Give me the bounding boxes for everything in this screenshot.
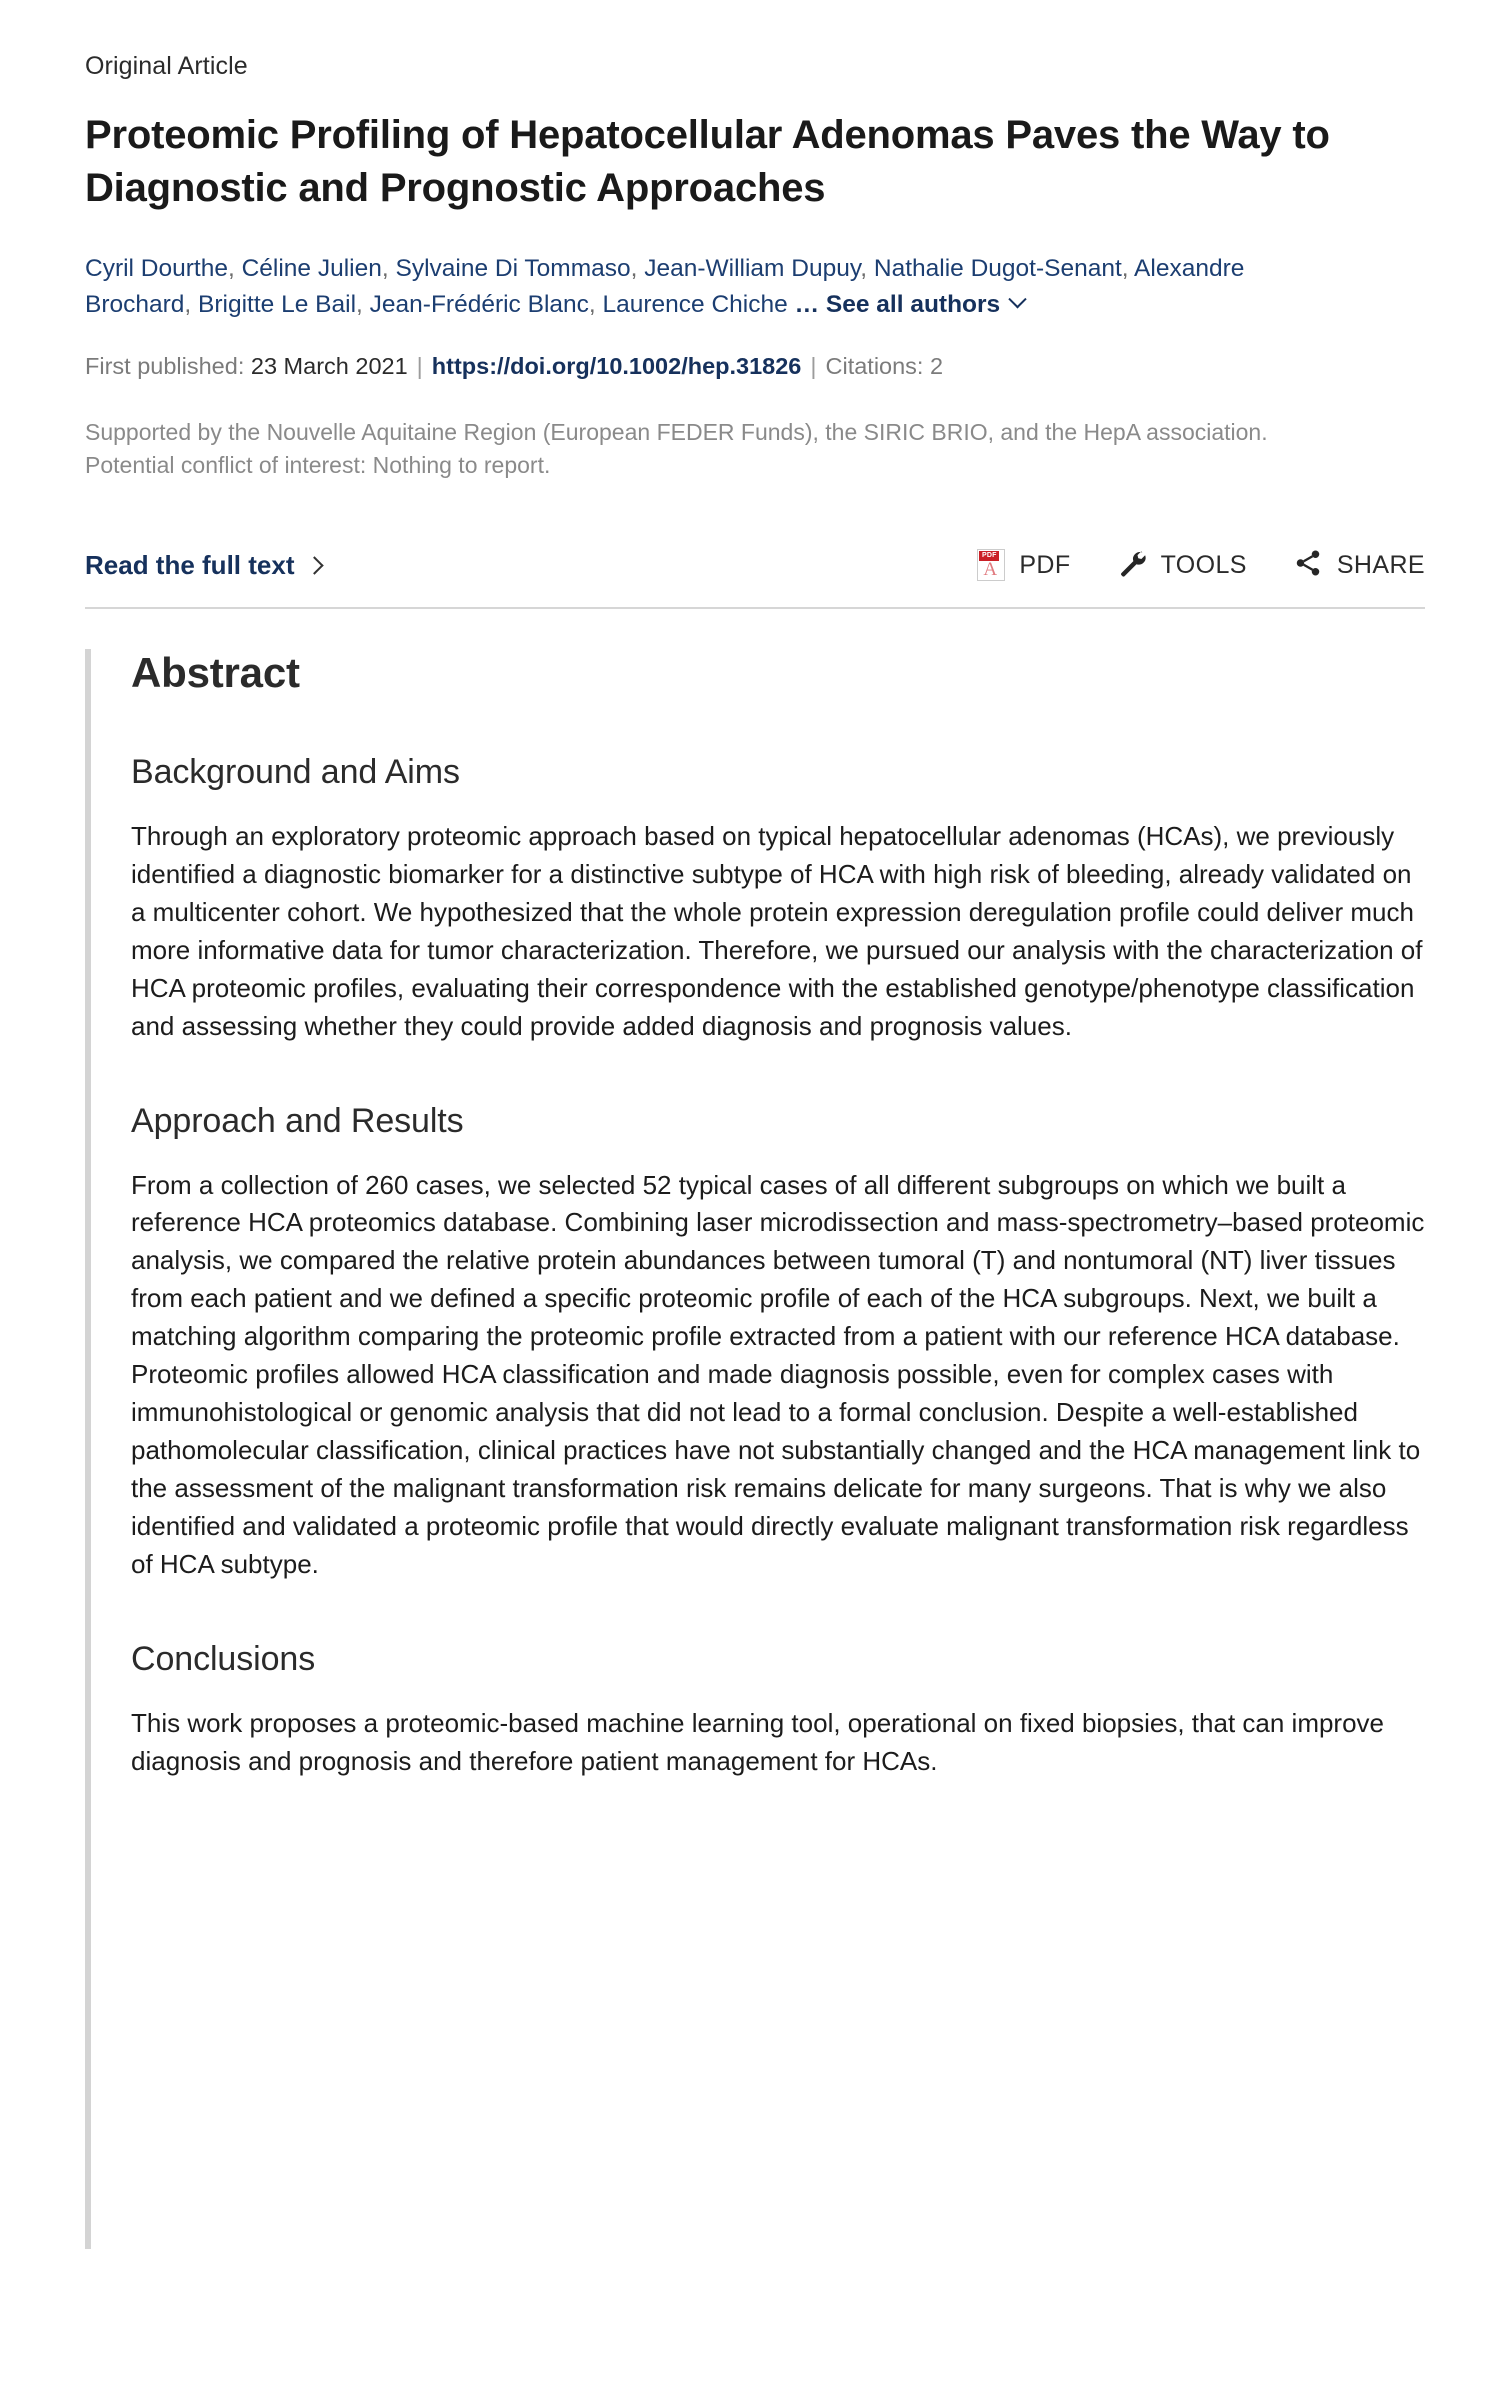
pdf-icon [977,549,1005,581]
author-separator: , [1121,254,1135,282]
author-link[interactable]: Brigitte Le Bail [198,290,357,318]
citations-count: Citations: 2 [825,352,944,379]
author-link[interactable]: Laurence Chiche [602,290,788,318]
publication-info [85,353,1425,380]
tools-button[interactable] [1117,548,1247,583]
first-published-date: 23 March 2021 [250,352,408,379]
first-published-label: First published: [85,352,245,379]
abstract-section-heading-approach: Approach and Results [131,1101,464,1140]
doi-link[interactable]: https://doi.org/10.1002/hep.31826 [431,352,802,379]
article-action-bar [85,548,1425,607]
author-separator: , [356,290,370,318]
author-separator: , [227,254,242,282]
abstract-section-heading-conclusions: Conclusions [131,1640,316,1679]
read-full-text-label: Read the full text [85,549,295,580]
chevron-down-icon [1008,290,1026,308]
author-link[interactable]: Cyril Dourthe [85,254,228,282]
abstract-heading: Abstract [131,648,300,696]
wrench-icon [1117,548,1147,583]
author-link[interactable]: Nathalie Dugot-Senant [873,254,1122,282]
abstract-section [85,649,1425,2249]
see-all-authors-button[interactable]: … See all authors [795,291,1025,318]
author-link[interactable]: Céline Julien [241,254,382,282]
author-separator: , [381,254,396,282]
abstract-content [91,649,1425,2249]
author-separator: , [184,290,199,318]
author-link[interactable]: Alexandre Brochard [85,254,1245,318]
abstract-section-heading-background: Background and Aims [131,752,460,791]
tools-group [977,548,1425,583]
author-list [85,251,1345,323]
pdf-button[interactable] [977,549,1070,581]
author-separator: , [860,254,874,282]
article-notes [85,416,1415,482]
abstract-section-text-background: Through an exploratory proteomic approach based on typical hepatocellular adenomas (HCAs), we previously identified a diagnostic biomarker for a distinctive subtype of HCA with high risk of bleeding, already validated on a multicenter cohort. We hypothesized that the whole protein expression deregulation profile could deliver much more informative data for tumor characterization. Therefore, we pursued our analysis with the characterization of HCA proteomic profiles, evaluating their correspondence with the established genotype/phenotype classification and assessing whether they could provide added diagnosis and prognosis values. [131,820,1423,1041]
author-link[interactable]: Jean-William Dupuy [644,254,861,282]
abstract-section-text-conclusions: This work proposes a proteomic-based machine learning tool, operational on fixed biopsies, that can improve diagnosis and prognosis and therefore patient management for HCAs. [131,1708,1385,1776]
share-icon [1293,548,1323,583]
page-title: Proteomic Profiling of Hepatocellular Adenomas Paves the Way to Diagnostic and Prognostic Approaches [85,113,1330,210]
abstract-section-text-approach: From a collection of 260 cases, we selected 52 typical cases of all different subgroups on which we built a reference HCA proteomics database. Combining laser microdissection and mass-spectrometry–based proteomic analysis, we compared the relative protein abundances between tumoral (T) and nontumoral (NT) liver tissues from each patient and we defined a specific proteomic profile of each of the HCA subgroups. Next, we built a matching algorithm comparing the proteomic profile extracted from a patient with our reference HCA database. Proteomic profiles allowed HCA classification and made diagnosis possible, even for complex cases with immunohistological or genomic analysis that did not lead to a formal conclusion. Despite a well-established pathomolecular classification, clinical practices have not substantially changed and the HCA management link to the assessment of the malignant transformation risk remains delicate for many surgeons. That is why we also identified and validated a proteomic profile that would directly evaluate malignant transformation risk regardless of HCA subtype. [131,1169,1425,1580]
share-label: SHARE [1336,550,1425,579]
info-separator: | [810,352,817,379]
read-full-text-link[interactable] [85,550,321,581]
author-link[interactable]: Sylvaine Di Tommaso [395,254,631,282]
article-type-label: Original Article [85,52,248,80]
tools-label: TOOLS [1160,550,1247,579]
info-separator: | [416,352,423,379]
pdf-icon-badge: PDF [979,551,999,561]
chevron-right-icon [306,556,324,574]
conflict-of-interest-note: Potential conflict of interest: Nothing to report. [85,451,551,478]
section-divider [85,607,1425,609]
funding-note: Supported by the Nouvelle Aquitaine Region (European FEDER Funds), the SIRIC BRIO, and the HepA association. [85,418,1268,445]
author-separator: , [630,254,645,282]
author-link[interactable]: Jean-Frédéric Blanc [369,290,589,318]
share-button[interactable] [1293,548,1425,583]
pdf-label: PDF [1019,550,1071,579]
author-separator: , [588,290,603,318]
pdf-icon-glyph: A [983,559,998,581]
